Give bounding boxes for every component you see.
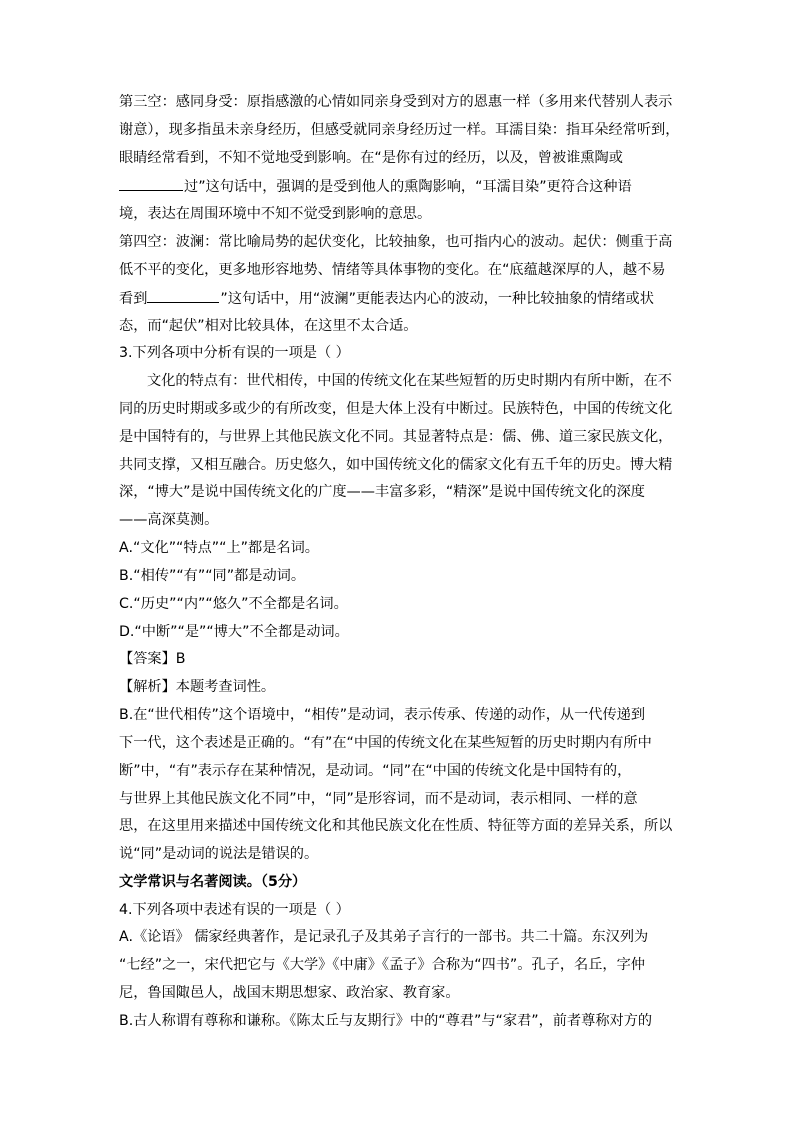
text-line: ——高深莫测。: [119, 512, 219, 528]
text-line: 与世界上其他民族文化不同”中，“同”是形容词，而不是动词，表示相同、一样的意: [119, 791, 638, 807]
text-line: 说“同”是动词的说法是错误的。: [119, 846, 319, 862]
text-line: [119, 176, 679, 196]
text-line: 断”中，“有”表示存在某种情况，是动词。“同”在“中国的传统文化是中国特有的，: [119, 763, 632, 779]
text-line: 境，表达在周围环境中不知不觉受到影响的意思。: [119, 206, 432, 222]
analysis-line: 【解析】本题考查词性。: [119, 679, 276, 695]
fill-blank: [119, 176, 183, 191]
fill-blank: [147, 288, 219, 303]
question-stem: 3.下列各项中分析有误的一项是（ ）: [119, 345, 350, 361]
option-b: B.“相传”“有”“同”都是动词。: [119, 568, 306, 584]
text-line: [119, 288, 679, 308]
text-line: 是中国特有的，与世界上其他民族文化不同。其显著特点是：儒、佛、道三家民族文化，: [119, 429, 673, 445]
text-line: 态，而“起伏”相对比较具体，在这里不太合适。: [119, 318, 418, 334]
answer-line: 【答案】B: [119, 651, 186, 667]
section-heading: 文学常识与名著阅读。（5分）: [119, 874, 307, 890]
text-span: ”这句话中，用“波澜”更能表达内心的波动，一种比较抽象的情绪或状: [220, 291, 654, 307]
option-d: D.“中断”“是”“博大”不全都是动词。: [119, 624, 349, 640]
text-line: 谢意），现多指虽未亲身经历，但感受就同亲身经历过一样。耳濡目染：指耳朵经常听到，: [119, 122, 680, 138]
option-a: A.《论语》 儒家经典著作，是记录孔子及其弟子言行的一部书。共二十篇。东汉列为: [119, 929, 649, 945]
text-line: 第四空：波澜：常比喻局势的起伏变化，比较抽象，也可指内心的波动。起伏：侧重于高: [119, 234, 673, 250]
text-line: 尼，鲁国陬邑人，战国末期思想家、政治家、教育家。: [119, 985, 460, 1001]
text-line: 第三空：感同身受：原指感激的心情如同亲身受到对方的恩惠一样（多用来代替别人表示: [119, 94, 673, 110]
text-line: 眼睛经常看到，不知不觉地受到影响。在“是你有过的经历，以及，曾被谁熏陶或: [119, 150, 623, 166]
option-c: C.“历史”“内”“悠久”不全都是名词。: [119, 596, 348, 612]
text-line: 文化的特点有：世代相传，中国的传统文化在某些短暂的历史时期内有所中断，在不: [147, 373, 672, 389]
text-line: B.在“世代相传”这个语境中，“相传”是动词，表示传承、传递的动作，从一代传递到: [119, 707, 646, 723]
option-a: A.“文化”“特点”“上”都是名词。: [119, 540, 319, 556]
text-line: 思，在这里用来描述中国传统文化和其他民族文化在性质、特征等方面的差异关系，所以: [119, 818, 673, 834]
text-line: 下一代，这个表述是正确的。“有”在“中国的传统文化在某些短暂的历史时期内有所中: [119, 735, 652, 751]
text-line: “七经”之一，宋代把它与《大学》《中庸》《孟子》合称为“四书”。孔子，名丘，字仲: [119, 957, 645, 973]
text-span: 过”这句话中，强调的是受到他人的熏陶影响，“耳濡目染”更符合这种语: [184, 179, 632, 195]
option-b: B.古人称谓有尊称和谦称。《陈太丘与友期行》中的“尊君”与“家君”，前者尊称对方的: [119, 1013, 653, 1029]
text-line: 同的历史时期或多或少的有所改变，但是大体上没有中断过。民族特色，中国的传统文化: [119, 401, 673, 417]
text-line: 共同支撑，又相互融合。历史悠久，如中国传统文化的儒家文化有五千年的历史。博大精: [119, 457, 673, 473]
text-line: 深，“博大”是说中国传统文化的广度——丰富多彩，“精深”是说中国传统文化的深度: [119, 484, 645, 500]
question-stem: 4.下列各项中表述有误的一项是（ ）: [119, 902, 350, 918]
text-span: 看到: [119, 291, 148, 307]
text-line: 低不平的变化，更多地形容地势、情绪等具体事物的变化。在“底蕴越深厚的人，越不易: [119, 262, 666, 278]
